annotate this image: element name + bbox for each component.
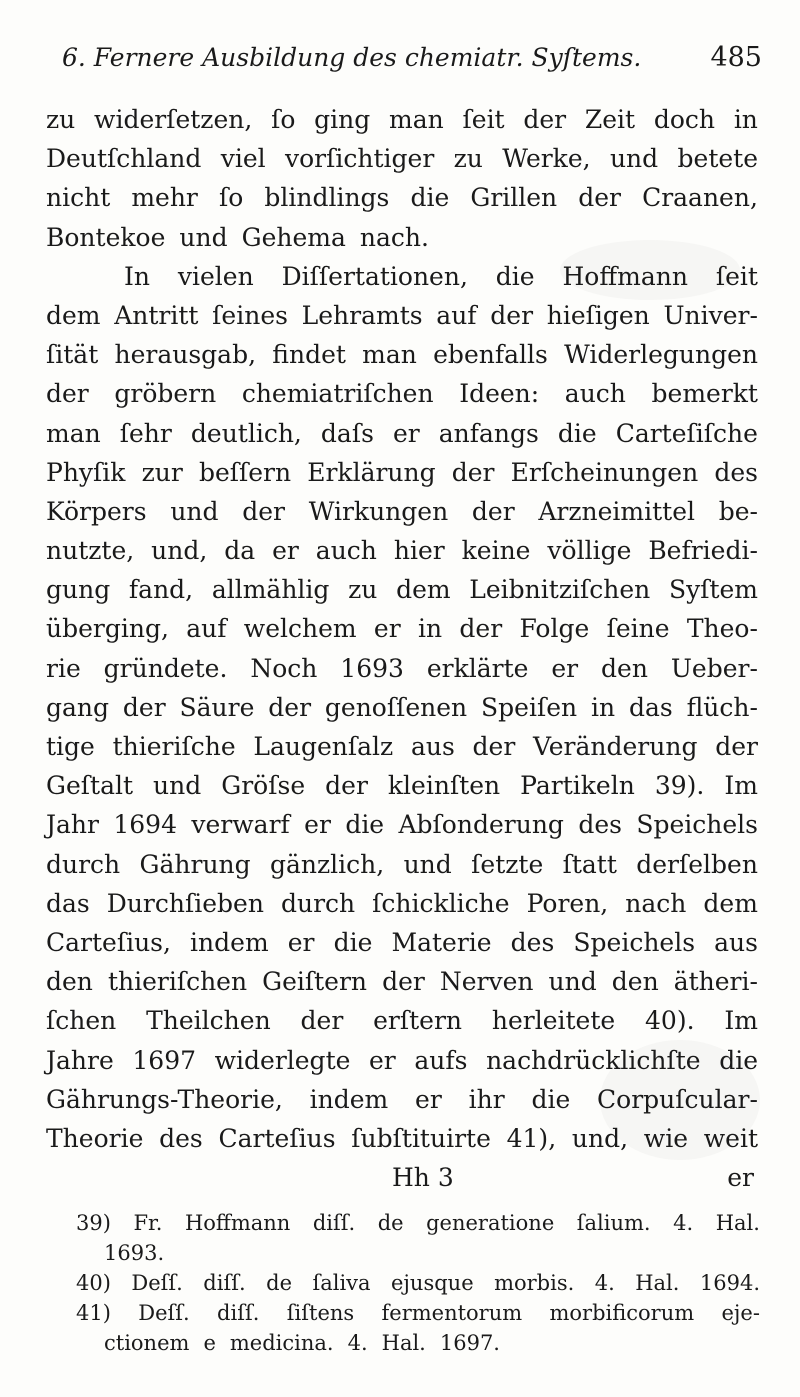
text-line: gang der Säure der genoſſenen Speiſen in das flüch- xyxy=(46,692,758,722)
text-line: Phyſik zur beſſern Erklärung der Erſcheinungen des xyxy=(46,457,758,487)
text-line: ſität herausgab, findet man ebenfalls Widerlegungen xyxy=(46,340,758,370)
running-title: 6. Fernere Ausbildung des chemiatr. Syſtems. xyxy=(62,43,642,72)
signature-mark: Hh 3 xyxy=(392,1163,454,1192)
text-line: der gröbern chemiatriſchen Ideen: auch bemerkt xyxy=(46,379,758,409)
text-line: durch Gährung gänzlich, und ſetzte ſtatt derſelben xyxy=(46,849,758,879)
text-line: dem Antritt ſeines Lehramts auf der hieſigen Univer- xyxy=(46,300,758,330)
footnote-line: 40) Deſſ. diſſ. de ſaliva ejusque morbis. 4. Hal. 1694. xyxy=(76,1271,760,1295)
catchword: er xyxy=(727,1163,754,1192)
text-line: überging, auf welchem er in der Folge ſeine Theo- xyxy=(46,614,758,644)
text-line: Jahre 1697 widerlegte er aufs nachdrücklichſte die xyxy=(46,1045,758,1075)
text-line: nicht mehr ſo blindlings die Grillen der Craanen, xyxy=(46,183,758,213)
footnotes xyxy=(76,1208,760,1358)
catch-line xyxy=(46,1158,758,1198)
text-line: In vielen Diſſertationen, die Hoffmann ſeit xyxy=(124,261,758,291)
text-line: Carteſius, indem er die Materie des Speichels aus xyxy=(46,927,758,957)
text-line: man ſehr deutlich, daſs er anfangs die Carteſiſche xyxy=(46,418,758,448)
text-line: Körpers und der Wirkungen der Arzneimittel be- xyxy=(46,496,758,526)
page-number: 485 xyxy=(710,42,762,73)
text-line: gung fand, allmählig zu dem Leibnitziſchen Syſtem xyxy=(46,575,758,605)
footnote-line: ctionem e medicina. 4. Hal. 1697. xyxy=(104,1331,500,1355)
footnote-line: 39) Fr. Hoffmann diſſ. de generatione ſalium. 4. Hal. xyxy=(76,1211,760,1235)
text-line: das Durchſieben durch ſchickliche Poren, nach dem xyxy=(46,888,758,918)
running-head xyxy=(62,42,762,82)
text-line: ſchen Theilchen der erſtern herleitete 40). Im xyxy=(46,1006,758,1036)
text-line: Deutſchland viel vorſichtiger zu Werke, und betete xyxy=(46,144,758,174)
text-line: tige thieriſche Laugenſalz aus der Veränderung der xyxy=(46,732,758,761)
footnote-line: 1693. xyxy=(104,1241,165,1265)
text-line: nutzte, und, da er auch hier keine völlige Befriedi- xyxy=(46,536,758,566)
text-line: den thieriſchen Geiſtern der Nerven und den ätheri- xyxy=(46,967,758,997)
text-line: Bontekoe und Gehema nach. xyxy=(46,222,429,252)
text-line: Jahr 1694 verwarf er die Abſonderung des Speichels xyxy=(46,810,758,840)
text-line: zu widerſetzen, ſo ging man ſeit der Zeit doch in xyxy=(46,105,758,134)
text-line: Gährungs-Theorie, indem er ihr die Corpuſcular- xyxy=(46,1084,758,1114)
text-line: Theorie des Carteſius ſubſtituirte 41), und, wie weit xyxy=(46,1123,758,1153)
body-text xyxy=(46,100,758,1158)
text-line: rie gründete. Noch 1693 erklärte er den Ueber- xyxy=(46,653,758,683)
text-line: Geſtalt und Gröſse der kleinſten Partikeln 39). Im xyxy=(46,771,758,801)
footnote-line: 41) Deſſ. diſſ. ſiſtens fermentorum morbificorum eje- xyxy=(76,1301,760,1325)
